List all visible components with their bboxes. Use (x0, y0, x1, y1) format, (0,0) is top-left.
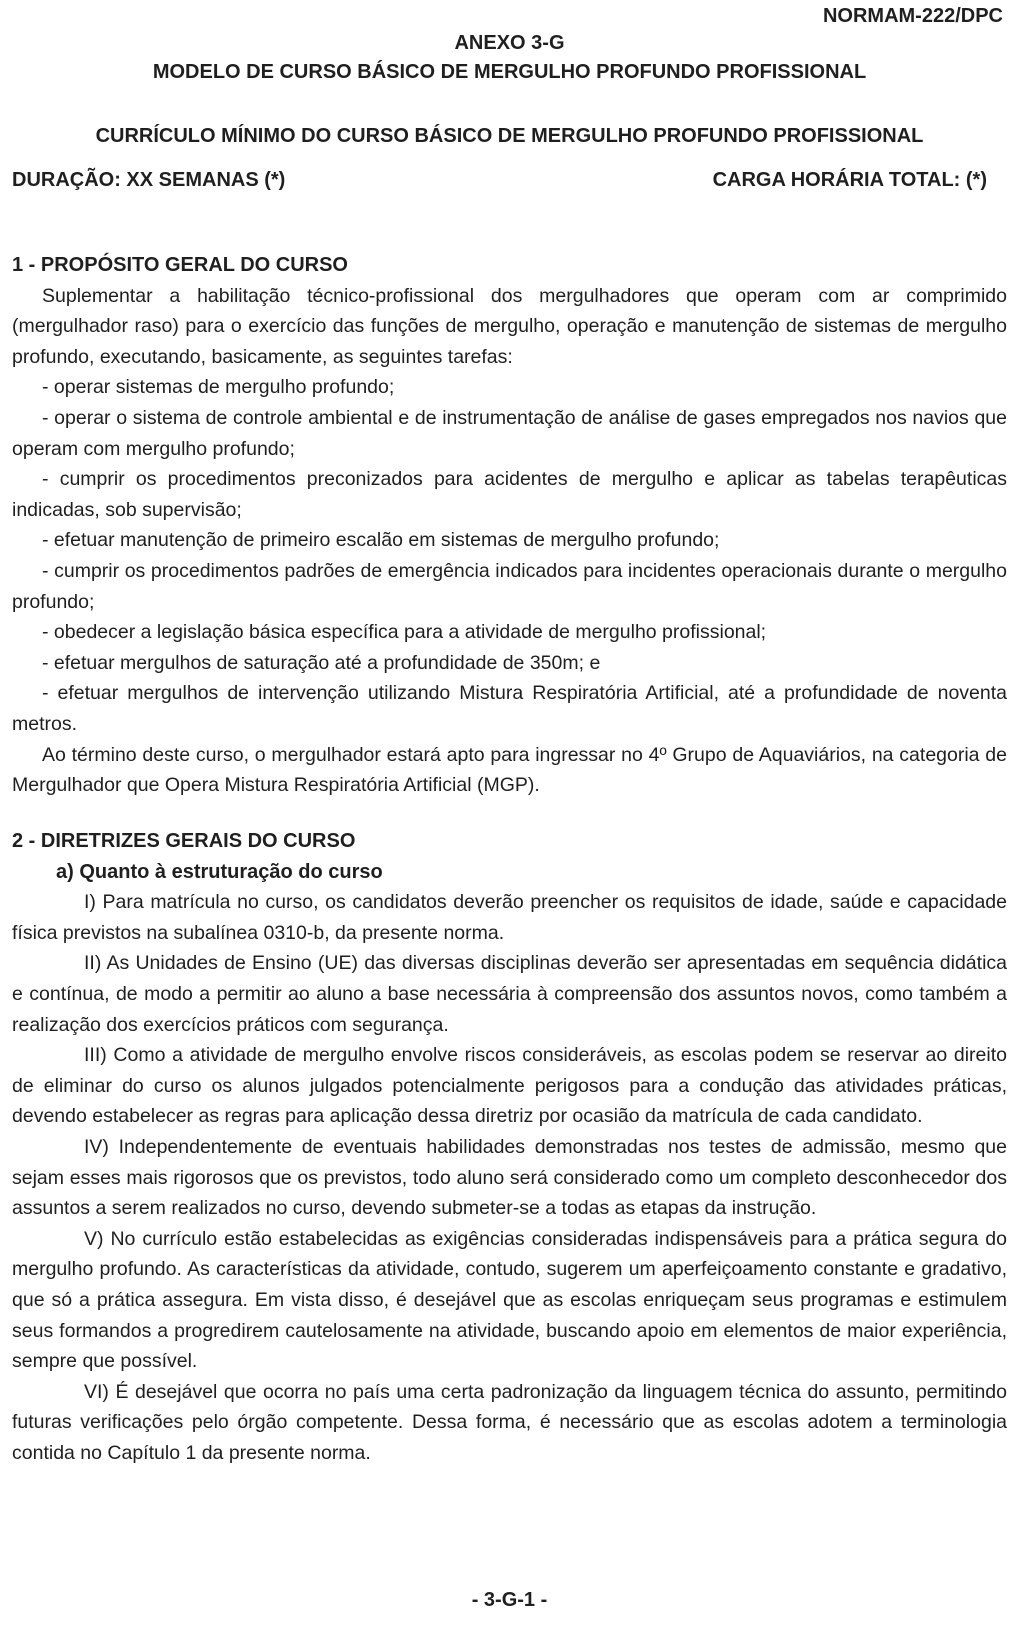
section-general-guidelines (12, 826, 1007, 1468)
task-item: - efetuar mergulhos de intervenção utilizando Mistura Respiratória Artificial, até a profundidade de noventa metros. (12, 682, 1007, 735)
task-item: - efetuar manutenção de primeiro escalão em sistemas de mergulho profundo; (42, 529, 720, 552)
course-total-hours: CARGA HORÁRIA TOTAL: (*) (712, 169, 987, 191)
annex-model-title: MODELO DE CURSO BÁSICO DE MERGULHO PROFUNDO PROFISSIONAL (152, 61, 867, 83)
annex-label: ANEXO 3-G (454, 32, 565, 54)
task-item: - obedecer a legislação básica específica para a atividade de mergulho profissional; (42, 621, 767, 644)
guideline-item: I) Para matrícula no curso, os candidatos deverão preencher os requisitos de idade, saúde e capacidade física previstos na subalínea 0310-b, da presente norma. (12, 891, 1007, 944)
guideline-item: III) Como a atividade de mergulho envolve riscos consideráveis, as escolas podem se reservar ao direito de eliminar do curso os alunos julgados potencialmente perigosos para a condução das atividades práticas, devendo estabelecer as regras para aplicação dessa diretriz por ocasião da matrícula de cada candidato. (12, 1044, 1007, 1128)
guideline-item: IV) Independentemente de eventuais habilidades demonstradas nos testes de admissão, mesmo que sejam esses mais rigorosos que os previstos, todo aluno será considerado como um completo desconhecedor dos assuntos a serem realizados no curso, devendo submeter-se a todas as etapas da instrução. (12, 1135, 1007, 1220)
guideline-item: V) No currículo estão estabelecidas as exigências consideradas indispensáveis para a prática segura do mergulho profundo. As características da atividade, contudo, sugerem um aperfeiçoamento constante e gradativo, que só a prática assegura. Em vista disso, é desejável que as escolas enriqueçam seus programas e estimulem seus formandos a progredirem cautelosamente na atividade, buscando apoio em elementos de maior experiência, sempre que possível. (12, 1227, 1007, 1373)
guideline-item: II) As Unidades de Ensino (UE) das diversas disciplinas deverão ser apresentadas em sequência didática e contínua, de modo a permitir ao aluno a base necessária à compreensão dos assuntos novos, como também a realização dos exercícios práticos com segurança. (12, 952, 1007, 1036)
page-number: - 3-G-1 - (471, 1589, 548, 1611)
document-page (12, 0, 1007, 1644)
task-item: - operar o sistema de controle ambiental e de instrumentação de análise de gases empregados nos navios que operam com mergulho profundo; (12, 406, 1007, 460)
task-item: - cumprir os procedimentos padrões de emergência indicados para incidentes operacionais durante o mergulho profundo; (12, 559, 1007, 613)
section-general-purpose (12, 250, 1007, 801)
document-code: NORMAM-222/DPC (822, 5, 1003, 27)
curriculum-title: CURRÍCULO MÍNIMO DO CURSO BÁSICO DE MERGULHO PROFUNDO PROFISSIONAL (95, 125, 924, 147)
course-meta-row (12, 166, 987, 195)
section-heading: 2 - DIRETRIZES GERAIS DO CURSO (12, 830, 356, 852)
task-item: - operar sistemas de mergulho profundo; (42, 376, 395, 399)
task-item: - cumprir os procedimentos preconizados para acidentes de mergulho e aplicar as tabelas terapêuticas indicadas, sob supervisão; (12, 468, 1007, 521)
subsection-heading: a) Quanto à estruturação do curso (56, 860, 383, 883)
task-item: - efetuar mergulhos de saturação até a profundidade de 350m; e (42, 651, 601, 674)
section-intro-paragraph: Suplementar a habilitação técnico-profissional dos mergulhadores que operam com ar comprimido (mergulhador raso) para o exercício das funções de mergulho, operação e manutenção de sistemas de mergulho profundo, executando, basicamente, as seguintes tarefas: (12, 284, 1007, 368)
guideline-item: VI) É desejável que ocorra no país uma certa padronização da linguagem técnica do assunto, permitindo futuras verificações pelo órgão competente. Dessa forma, é necessário que as escolas adotem a terminologia contida no Capítulo 1 da presente norma. (12, 1380, 1007, 1464)
section-heading: 1 - PROPÓSITO GERAL DO CURSO (12, 254, 348, 276)
course-duration: DURAÇÃO: XX SEMANAS (*) (12, 169, 286, 191)
section-conclusion-paragraph: Ao término deste curso, o mergulhador estará apto para ingressar no 4º Grupo de Aquaviários, na categoria de Mergulhador que Opera Mistura Respiratória Artificial (MGP). (12, 743, 1007, 797)
